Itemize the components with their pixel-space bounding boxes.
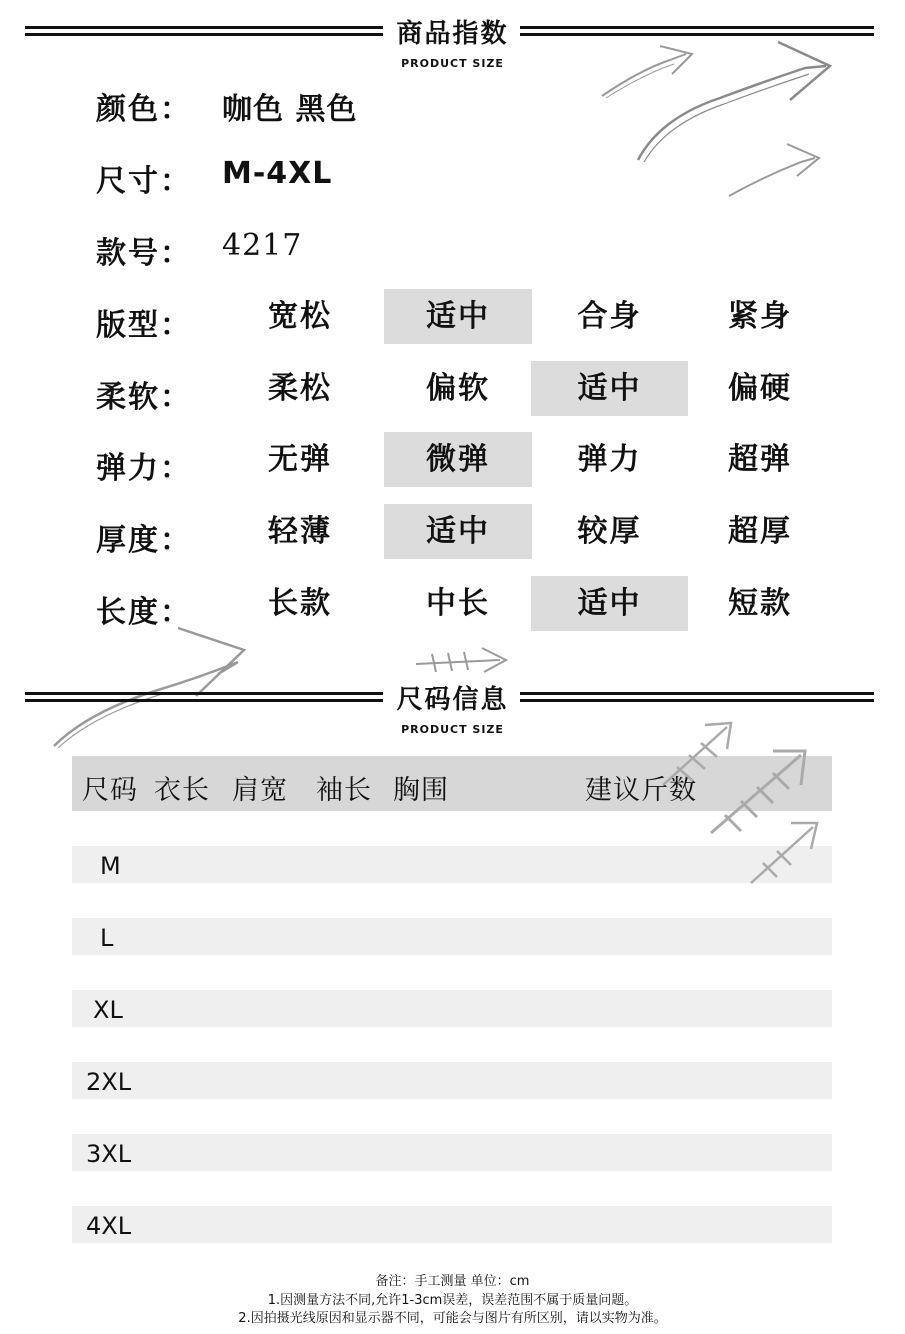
arrow-doodle-icon — [725, 140, 825, 200]
header-size: 尺码 — [82, 775, 138, 806]
section-subtitle: PRODUCT SIZE — [401, 57, 504, 70]
index-option-selected: 适中 — [531, 576, 688, 631]
index-row-label: 版型： — [96, 308, 192, 343]
header-length: 衣长 — [154, 775, 210, 806]
arrow-doodle-icon — [412, 646, 512, 676]
index-option: 短款 — [728, 586, 792, 621]
index-option: 紧身 — [728, 299, 792, 334]
index-option-selected: 微弹 — [384, 432, 532, 487]
index-option: 长款 — [268, 586, 332, 621]
size-label: 2XL — [86, 1068, 132, 1096]
table-row — [72, 918, 832, 955]
index-option: 超厚 — [728, 514, 792, 549]
index-option-selected: 适中 — [384, 504, 532, 559]
index-option: 宽松 — [268, 299, 332, 334]
style-number-value: 4217 — [222, 228, 303, 263]
header-shoulder: 肩宽 — [232, 775, 288, 806]
index-row-label: 厚度： — [96, 523, 192, 558]
index-option: 较厚 — [577, 514, 642, 549]
index-option: 中长 — [426, 586, 490, 621]
table-row — [72, 1134, 832, 1171]
header-sleeve: 袖长 — [316, 775, 372, 806]
section-title-size-info: 尺码信息 — [396, 685, 509, 715]
note-line-2: 2.因拍摄光线原因和显示器不同，可能会与图片有所区别，请以实物为准。 — [238, 1311, 667, 1326]
index-option: 弹力 — [577, 442, 642, 477]
color-label: 颜色： — [96, 92, 192, 127]
size-label: 4XL — [86, 1212, 132, 1240]
index-option: 偏硬 — [728, 371, 792, 406]
size-label: M — [100, 852, 121, 880]
index-option: 无弹 — [268, 442, 332, 477]
index-option-selected: 适中 — [384, 289, 532, 344]
index-row-label: 柔软： — [96, 380, 192, 415]
index-option: 柔松 — [268, 371, 332, 406]
index-option: 合身 — [577, 299, 642, 334]
index-row-label: 长度： — [96, 595, 192, 630]
table-row — [72, 1206, 832, 1243]
table-row — [72, 1062, 832, 1099]
note-line-1: 1.因测量方法不同,允许1-3cm误差，误差范围不属于质量问题。 — [267, 1293, 638, 1308]
section-title-product-index: 商品指数 — [396, 19, 509, 49]
color-value: 咖色 黑色 — [222, 92, 358, 127]
table-row — [72, 990, 832, 1027]
note-title: 备注：手工测量 单位：cm — [375, 1274, 530, 1289]
index-option: 超弹 — [728, 442, 792, 477]
size-value: M-4XL — [222, 156, 333, 191]
style-number-label: 款号： — [96, 236, 192, 271]
header-chest: 胸围 — [393, 775, 449, 806]
index-option: 偏软 — [426, 371, 490, 406]
size-label: XL — [93, 996, 123, 1024]
size-label: 尺寸： — [96, 164, 192, 199]
size-label: L — [100, 924, 114, 952]
section-subtitle: PRODUCT SIZE — [401, 723, 504, 736]
header-recommended-weight: 建议斤数 — [585, 775, 697, 806]
index-row-label: 弹力： — [96, 451, 192, 486]
index-option-selected: 适中 — [531, 361, 688, 416]
size-label: 3XL — [86, 1140, 132, 1168]
index-option: 轻薄 — [268, 514, 332, 549]
arrow-doodle-icon — [655, 715, 835, 890]
